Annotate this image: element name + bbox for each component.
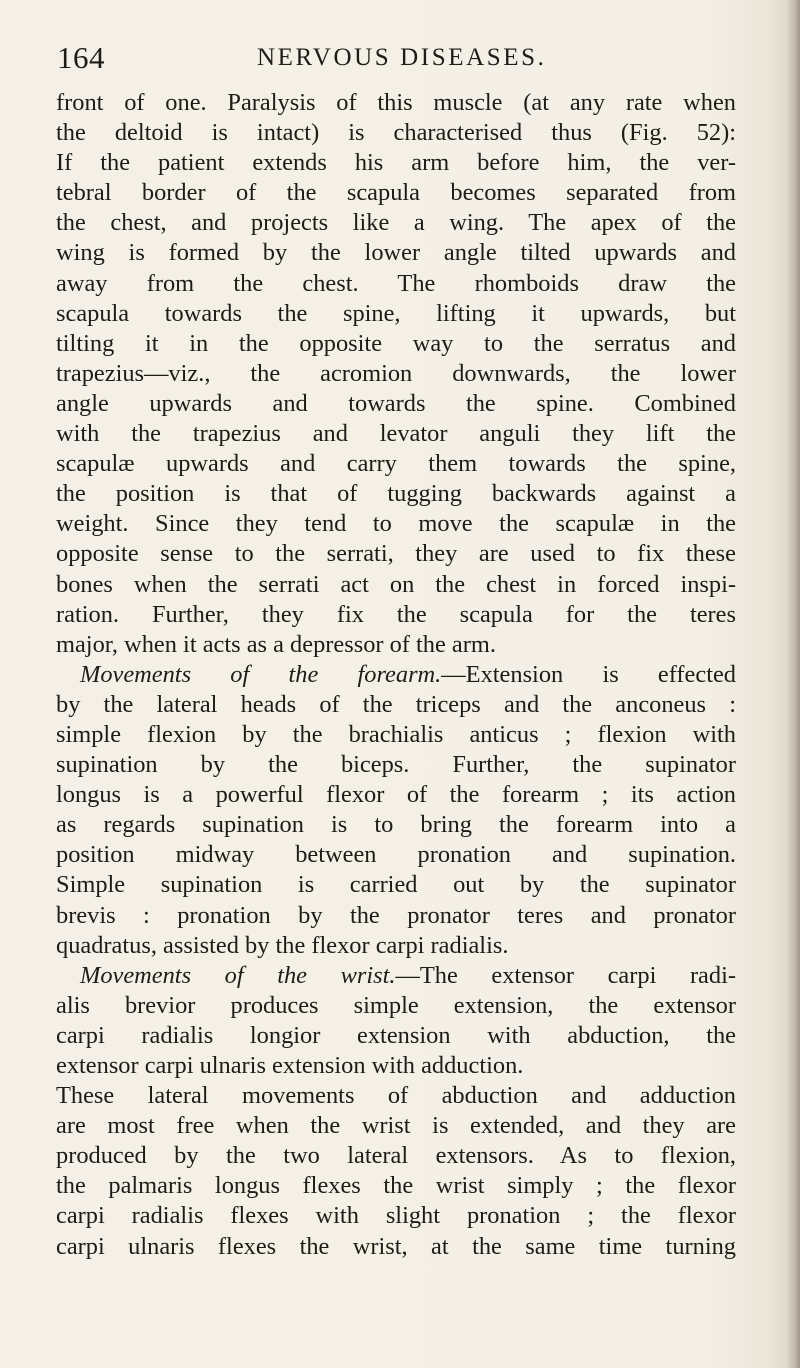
- text-line: opposite sense to the serrati, they are used to fix these: [56, 540, 736, 568]
- text-line: These lateral movements of abduction and adduction: [56, 1082, 736, 1110]
- forearm-paragraph-first-line: [56, 660, 736, 690]
- text-line: as regards supination is to bring the forearm into a: [56, 811, 736, 839]
- text-line: angle upwards and towards the spine. Combined: [56, 389, 736, 417]
- text-line: the chest, and projects like a wing. The apex of the: [56, 209, 736, 237]
- text-line: the deltoid is intact) is characterised thus (Fig. 52):: [56, 119, 736, 147]
- text-line: major, when it acts as a depressor of the arm.: [56, 630, 496, 658]
- wrist-heading: Movements of the wrist.: [80, 961, 396, 989]
- text-line: supination by the biceps. Further, the supinator: [56, 751, 736, 779]
- text-line: weight. Since they tend to move the scapulæ in the: [56, 510, 736, 538]
- text-line: brevis : pronation by the pronator teres and pronator: [56, 901, 736, 929]
- text-line: extensor carpi ulnaris extension with adduction.: [56, 1052, 524, 1079]
- text-line: produced by the two lateral extensors. As to flexion,: [56, 1142, 736, 1170]
- text-line: quadratus, assisted by the flexor carpi radialis.: [56, 931, 509, 959]
- text-line: by the lateral heads of the triceps and the anconeus :: [56, 690, 736, 718]
- text-line: with the trapezius and levator anguli they lift the: [56, 420, 736, 448]
- text-line: simple flexion by the brachialis anticus ; flexion with: [56, 720, 736, 748]
- text-line: scapulæ upwards and carry them towards the spine,: [56, 450, 736, 478]
- text-line: carpi radialis flexes with slight pronation ; the flexor: [56, 1202, 736, 1230]
- text-line: are most free when the wrist is extended, and they are: [56, 1112, 736, 1140]
- text-line: tebral border of the scapula becomes separated from: [56, 179, 736, 207]
- text-line: Simple supination is carried out by the supinator: [56, 871, 736, 899]
- text-line: carpi radialis longior extension with abduction, the: [56, 1021, 736, 1049]
- text-line: If the patient extends his arm before him, the ver-: [56, 149, 736, 177]
- wrist-paragraph-first-line: [56, 961, 736, 991]
- page-edge-shadow: [786, 0, 800, 1368]
- text-line: the palmaris longus flexes the wrist simply ; the flexor: [56, 1172, 736, 1200]
- text-line: position midway between pronation and supination.: [56, 841, 736, 869]
- text-line: wing is formed by the lower angle tilted upwards and: [56, 239, 736, 267]
- text-line: bones when the serrati act on the chest in forced inspi-: [56, 570, 736, 598]
- text-line: tilting it in the opposite way to the serratus and: [56, 329, 736, 357]
- text-line: ration. Further, they fix the scapula for the teres: [56, 600, 736, 628]
- text-line: alis brevior produces simple extension, the extensor: [56, 991, 736, 1019]
- text-line: scapula towards the spine, lifting it upwards, but: [56, 299, 736, 327]
- page-number: 164: [57, 40, 105, 75]
- wrist-first-rest: —The extensor carpi radi-: [395, 961, 736, 989]
- text-line: the position is that of tugging backwards against a: [56, 480, 736, 508]
- page-header: [57, 40, 733, 80]
- forearm-heading: Movements of the forearm.: [80, 660, 442, 688]
- running-head: NERVOUS DISEASES.: [257, 44, 547, 71]
- text-line: away from the chest. The rhomboids draw the: [56, 269, 736, 297]
- text-line: trapezius—viz., the acromion downwards, the lower: [56, 359, 736, 387]
- body-text: [56, 88, 736, 1262]
- text-line: front of one. Paralysis of this muscle (at any rate when: [56, 89, 736, 116]
- text-line: longus is a powerful flexor of the forearm ; its action: [56, 781, 736, 809]
- text-line: carpi ulnaris flexes the wrist, at the same time turning: [56, 1232, 736, 1260]
- forearm-first-rest: —Extension is effected: [441, 660, 736, 688]
